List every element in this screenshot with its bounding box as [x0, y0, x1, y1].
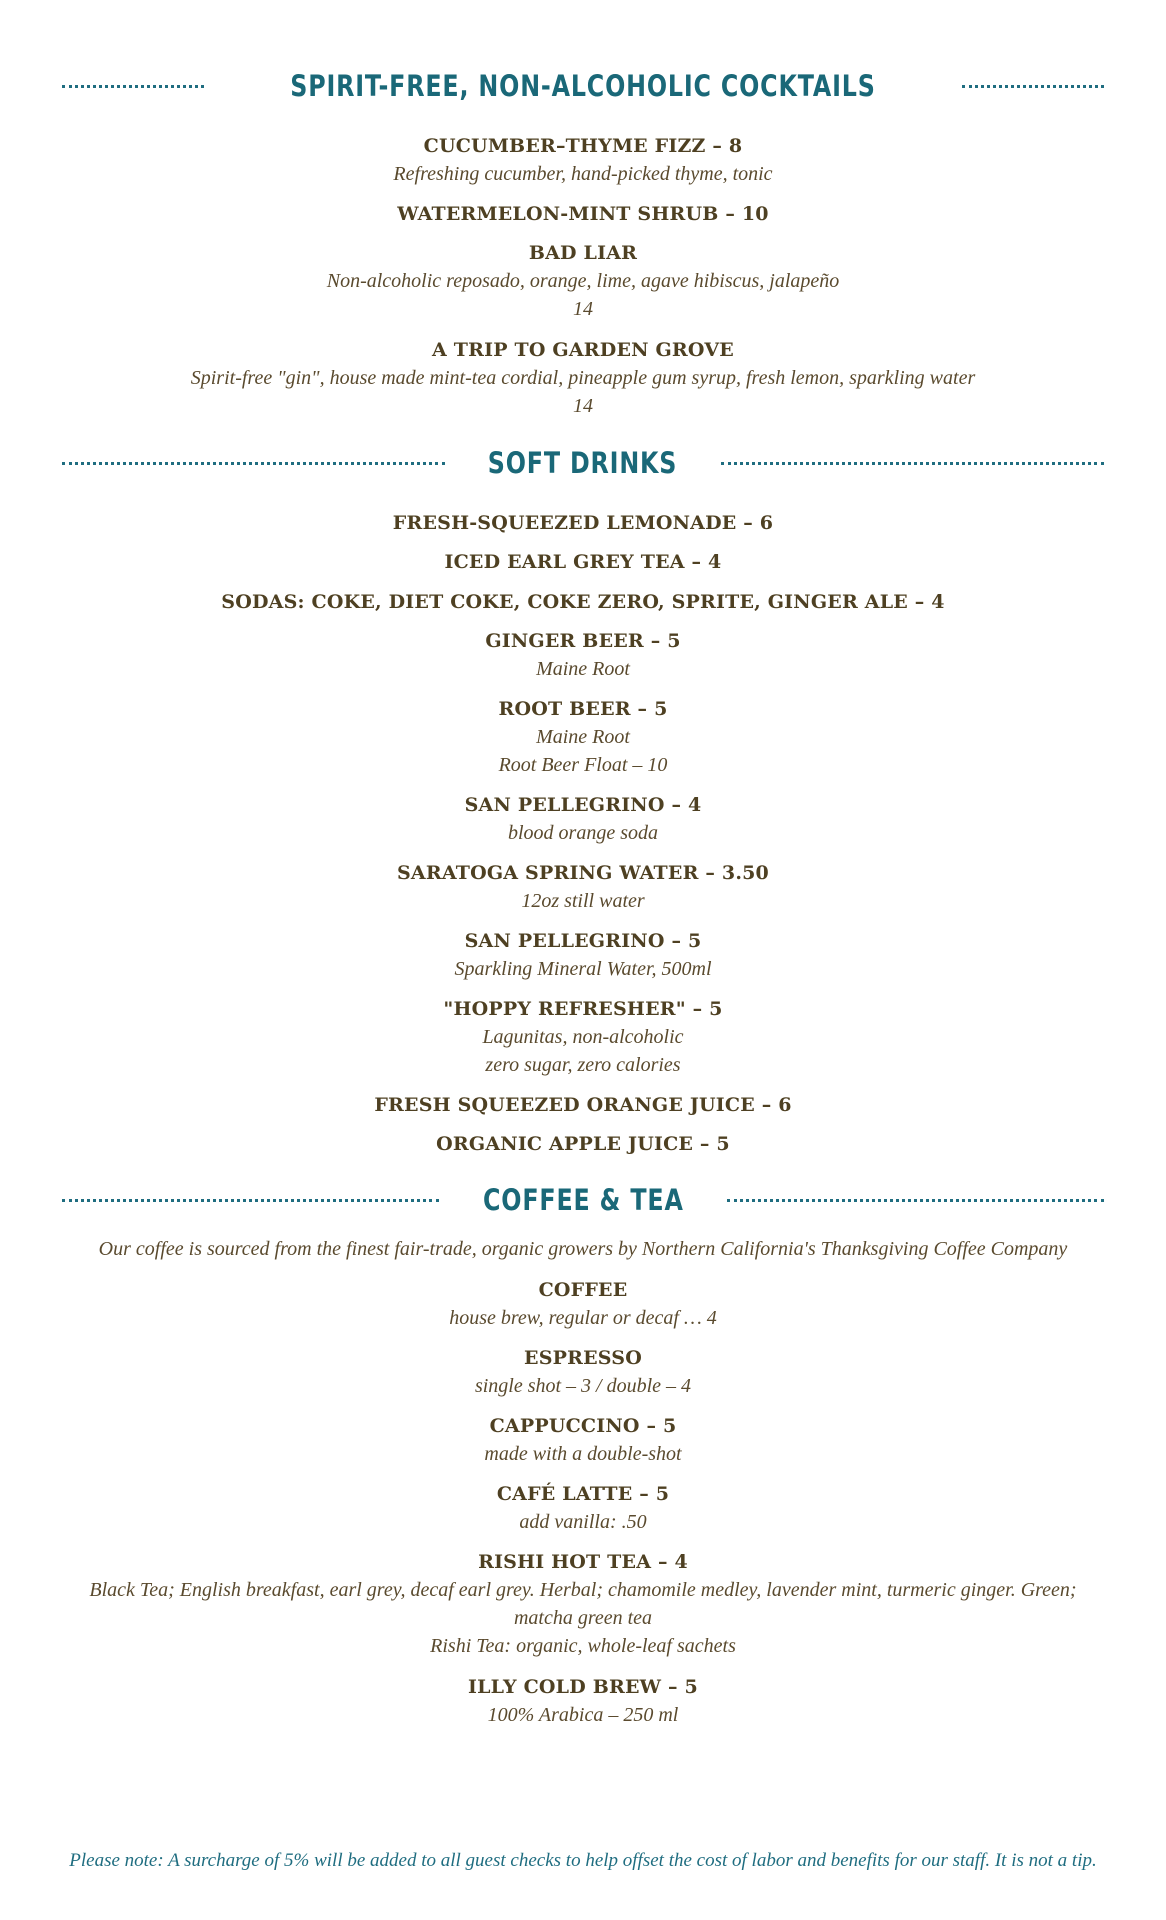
section-title: COFFEE & TEA [482, 1183, 684, 1217]
item-name: GINGER BEER – 5 [485, 630, 681, 652]
item-name: RISHI HOT TEA – 4 [478, 1551, 688, 1573]
item-name: SAN PELLEGRINO – 4 [464, 794, 702, 816]
menu-item [0, 1130, 1166, 1158]
menu-item [0, 1548, 1166, 1660]
item-description: matcha green tea [513, 1607, 653, 1629]
item-price: 14 [573, 395, 593, 417]
item-name: "HOPPY REFRESHER" – 5 [443, 998, 723, 1020]
item-name: ESPRESSO [524, 1347, 642, 1369]
menu-item [0, 239, 1166, 323]
item-description: 12oz still water [521, 890, 645, 912]
item-name: ICED EARL GREY TEA – 4 [444, 551, 722, 573]
item-name: WATERMELON-MINT SHRUB – 10 [397, 203, 769, 225]
item-name: CAFÉ LATTE – 5 [496, 1483, 670, 1505]
menu-item [0, 548, 1166, 576]
item-description: Non-alcoholic reposado, orange, lime, agave hibiscus, jalapeño [326, 270, 840, 292]
item-description: house brew, regular or decaf … 4 [449, 1307, 717, 1329]
menu-item [0, 695, 1166, 779]
surcharge-note: Please note: A surcharge of 5% will be added to all guest checks to help offset the cost of labor and benefits for our staff. It is not a tip. [69, 1850, 1097, 1871]
item-name: FRESH-SQUEEZED LEMONADE – 6 [392, 512, 774, 534]
item-name: BAD LIAR [528, 242, 638, 264]
item-name: ORGANIC APPLE JUICE – 5 [436, 1133, 730, 1155]
menu-item [0, 859, 1166, 915]
item-description: Spirit-free "gin", house made mint-tea cordial, pineapple gum syrup, fresh lemon, sparkling water [190, 367, 976, 389]
section-header-cocktails [62, 64, 1104, 108]
item-description: Maine Root [536, 726, 630, 748]
menu-item [0, 1673, 1166, 1729]
item-name: A TRIP TO GARDEN GROVE [432, 339, 734, 361]
dotted-divider-left [62, 462, 445, 465]
section-title: SOFT DRINKS [488, 446, 678, 480]
dotted-divider-right [721, 462, 1104, 465]
dotted-divider-left [62, 85, 204, 88]
item-description: Lagunitas, non-alcoholic [482, 1026, 684, 1048]
menu-item [0, 995, 1166, 1079]
item-name: SAN PELLEGRINO – 5 [464, 930, 702, 952]
section-header-coffee-tea [62, 1178, 1104, 1222]
item-description: add vanilla: .50 [519, 1511, 647, 1533]
item-description: Rishi Tea: organic, whole-leaf sachets [430, 1635, 736, 1657]
menu-item [0, 627, 1166, 683]
item-name: CAPPUCCINO – 5 [489, 1415, 677, 1437]
item-name: ILLY COLD BREW – 5 [468, 1676, 698, 1698]
item-description: blood orange soda [508, 822, 658, 844]
menu-item [0, 1276, 1166, 1332]
item-description: Maine Root [536, 658, 630, 680]
menu-item [0, 509, 1166, 537]
item-name: FRESH SQUEEZED ORANGE JUICE – 6 [374, 1094, 792, 1116]
item-description: 100% Arabica – 250 ml [487, 1704, 679, 1726]
item-description: made with a double-shot [484, 1443, 682, 1465]
menu-item [0, 200, 1166, 228]
menu-item [0, 132, 1166, 188]
item-description: Sparkling Mineral Water, 500ml [454, 958, 712, 980]
coffee-intro: Our coffee is sourced from the finest fair-trade, organic growers by Northern California's Thanksgiving Coffee Company [98, 1238, 1068, 1260]
item-description: Refreshing cucumber, hand-picked thyme, tonic [393, 163, 773, 185]
menu-item [0, 588, 1166, 616]
menu-item [0, 336, 1166, 420]
item-name: CUCUMBER–THYME FIZZ – 8 [423, 135, 743, 157]
menu-item [0, 927, 1166, 983]
item-description: Black Tea; English breakfast, earl grey, decaf earl grey. Herbal; chamomile medley, lavender mint, turmeric ginger. Green; [89, 1579, 1077, 1601]
menu-item [0, 1412, 1166, 1468]
section-intro [0, 1235, 1166, 1263]
menu-item [0, 1480, 1166, 1536]
menu-item [0, 1091, 1166, 1119]
item-name: ROOT BEER – 5 [498, 698, 668, 720]
section-header-soft-drinks [62, 441, 1104, 485]
dotted-divider-left [62, 1199, 439, 1202]
dotted-divider-right [962, 85, 1104, 88]
item-name: COFFEE [538, 1279, 628, 1301]
item-name: SODAS: COKE, DIET COKE, COKE ZERO, SPRITE, GINGER ALE – 4 [221, 591, 945, 613]
section-title: SPIRIT-FREE, NON-ALCOHOLIC COCKTAILS [290, 69, 876, 103]
item-description: single shot – 3 / double – 4 [474, 1375, 692, 1397]
item-description: zero sugar, zero calories [485, 1054, 681, 1076]
item-name: SARATOGA SPRING WATER – 3.50 [397, 862, 769, 884]
dotted-divider-right [727, 1199, 1104, 1202]
item-price: 14 [573, 298, 593, 320]
menu-item [0, 1344, 1166, 1400]
item-description: Root Beer Float – 10 [498, 754, 668, 776]
menu-item [0, 791, 1166, 847]
